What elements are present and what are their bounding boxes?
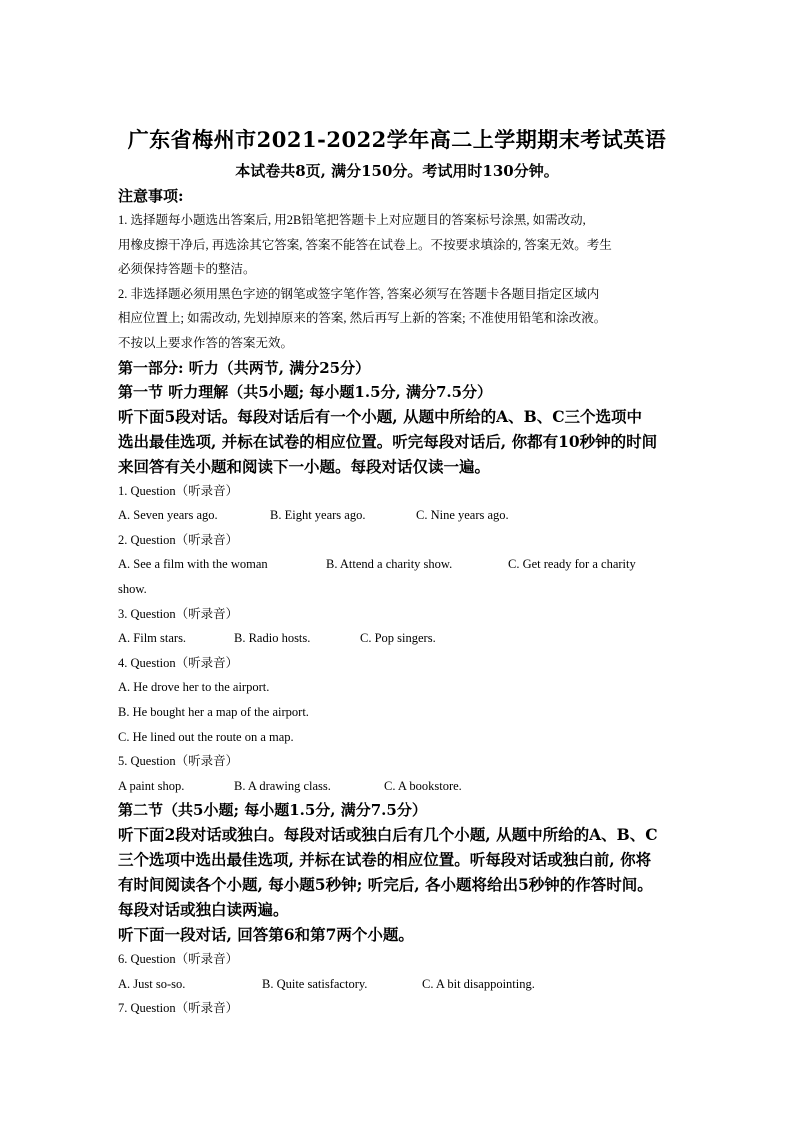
option-b: B. Radio hosts.	[234, 631, 311, 646]
option-a: A. He drove her to the airport.	[118, 680, 270, 695]
section2-instruction: 听下面2段对话或独白。每段对话或独白后有几个小题, 从题中所给的A、B、C	[118, 825, 658, 845]
part1-heading: 第一部分: 听力（共两节, 满分25分）	[118, 358, 371, 377]
page-subtitle: 本试卷共8页, 满分150分。考试用时130分钟。	[235, 162, 559, 180]
section2-sub-heading: 听下面一段对话, 回答第6和第7两个小题。	[118, 925, 414, 945]
option-a: A. Film stars.	[118, 631, 187, 646]
question-label: 2. Question（听录音）	[118, 532, 239, 547]
page-title: 广东省梅州市2021-2022学年高二上学期期末考试英语	[127, 127, 667, 152]
notes-line: 必须保持答题卡的整洁。	[118, 262, 256, 277]
document-body	[118, 184, 678, 1021]
section1-instruction: 来回答有关小题和阅读下一小题。每段对话仅读一遍。	[118, 456, 491, 476]
option-a: A paint shop.	[118, 778, 185, 793]
question-options	[118, 552, 678, 577]
notes-line: 1. 选择题每小题选出答案后, 用2B铅笔把答题卡上对应题目的答案标号涂黑, 如需改动,	[118, 213, 586, 227]
option-a: A. Just so-so.	[118, 976, 186, 991]
option-b: B. Quite satisfactory.	[262, 976, 368, 991]
section2-instruction: 有时间阅读各个小题, 每小题5秒钟; 听完后, 各小题将给出5秒钟的作答时间。	[118, 875, 653, 895]
option-b: B. Attend a charity show.	[326, 557, 453, 572]
question-options	[118, 972, 678, 997]
section1-instruction: 选出最佳选项, 并标在试卷的相应位置。听完每段对话后, 你都有10秒钟的时间	[118, 431, 658, 451]
section2-instruction: 每段对话或独白读两遍。	[118, 900, 289, 920]
question-label: 4. Question（听录音）	[118, 655, 239, 670]
notes-line: 不按以上要求作答的答案无效。	[118, 335, 294, 350]
section1-instruction: 听下面5段对话。每段对话后有一个小题, 从题中所给的A、B、C三个选项中	[118, 406, 643, 426]
section2-heading: 第二节（共5小题; 每小题1.5分, 满分7.5分）	[118, 801, 427, 820]
option-c: C. Nine years ago.	[416, 508, 509, 523]
question-label: 7. Question（听录音）	[118, 1001, 239, 1016]
option-c: C. Get ready for a charity	[508, 557, 636, 572]
option-c: C. A bookstore.	[384, 778, 462, 793]
question-label: 5. Question（听录音）	[118, 754, 239, 769]
option-c: C. He lined out the route on a map.	[118, 729, 294, 744]
question-options	[118, 774, 678, 799]
section2-instruction: 三个选项中选出最佳选项, 并标在试卷的相应位置。听每段对话或独白前, 你将	[118, 850, 652, 870]
option-b: B. He bought her a map of the airport.	[118, 704, 309, 719]
section1-heading: 第一节 听力理解（共5小题; 每小题1.5分, 满分7.5分）	[118, 382, 493, 401]
question-label: 1. Question（听录音）	[118, 483, 239, 498]
notes-line: 用橡皮擦干净后, 再选涂其它答案, 答案不能答在试卷上。不按要求填涂的, 答案无效。考生	[118, 237, 612, 252]
notes-line: 相应位置上; 如需改动, 先划掉原来的答案, 然后再写上新的答案; 不准使用铅笔和涂改液。	[118, 311, 607, 326]
question-label: 3. Question（听录音）	[118, 606, 239, 621]
question-options	[118, 503, 678, 528]
option-a: A. Seven years ago.	[118, 508, 218, 523]
notes-heading: 注意事项:	[118, 187, 184, 205]
option-c-continued: show.	[118, 581, 147, 596]
option-c: C. A bit disappointing.	[422, 976, 535, 991]
option-b: B. Eight years ago.	[270, 508, 366, 523]
notes-line: 2. 非选择题必须用黑色字迹的钢笔或签字笔作答, 答案必须写在答题卡各题目指定区域内	[118, 286, 600, 301]
question-label: 6. Question（听录音）	[118, 952, 239, 967]
option-a: A. See a film with the woman	[118, 557, 268, 572]
option-c: C. Pop singers.	[360, 631, 436, 646]
option-b: B. A drawing class.	[234, 778, 331, 793]
question-options	[118, 626, 678, 651]
